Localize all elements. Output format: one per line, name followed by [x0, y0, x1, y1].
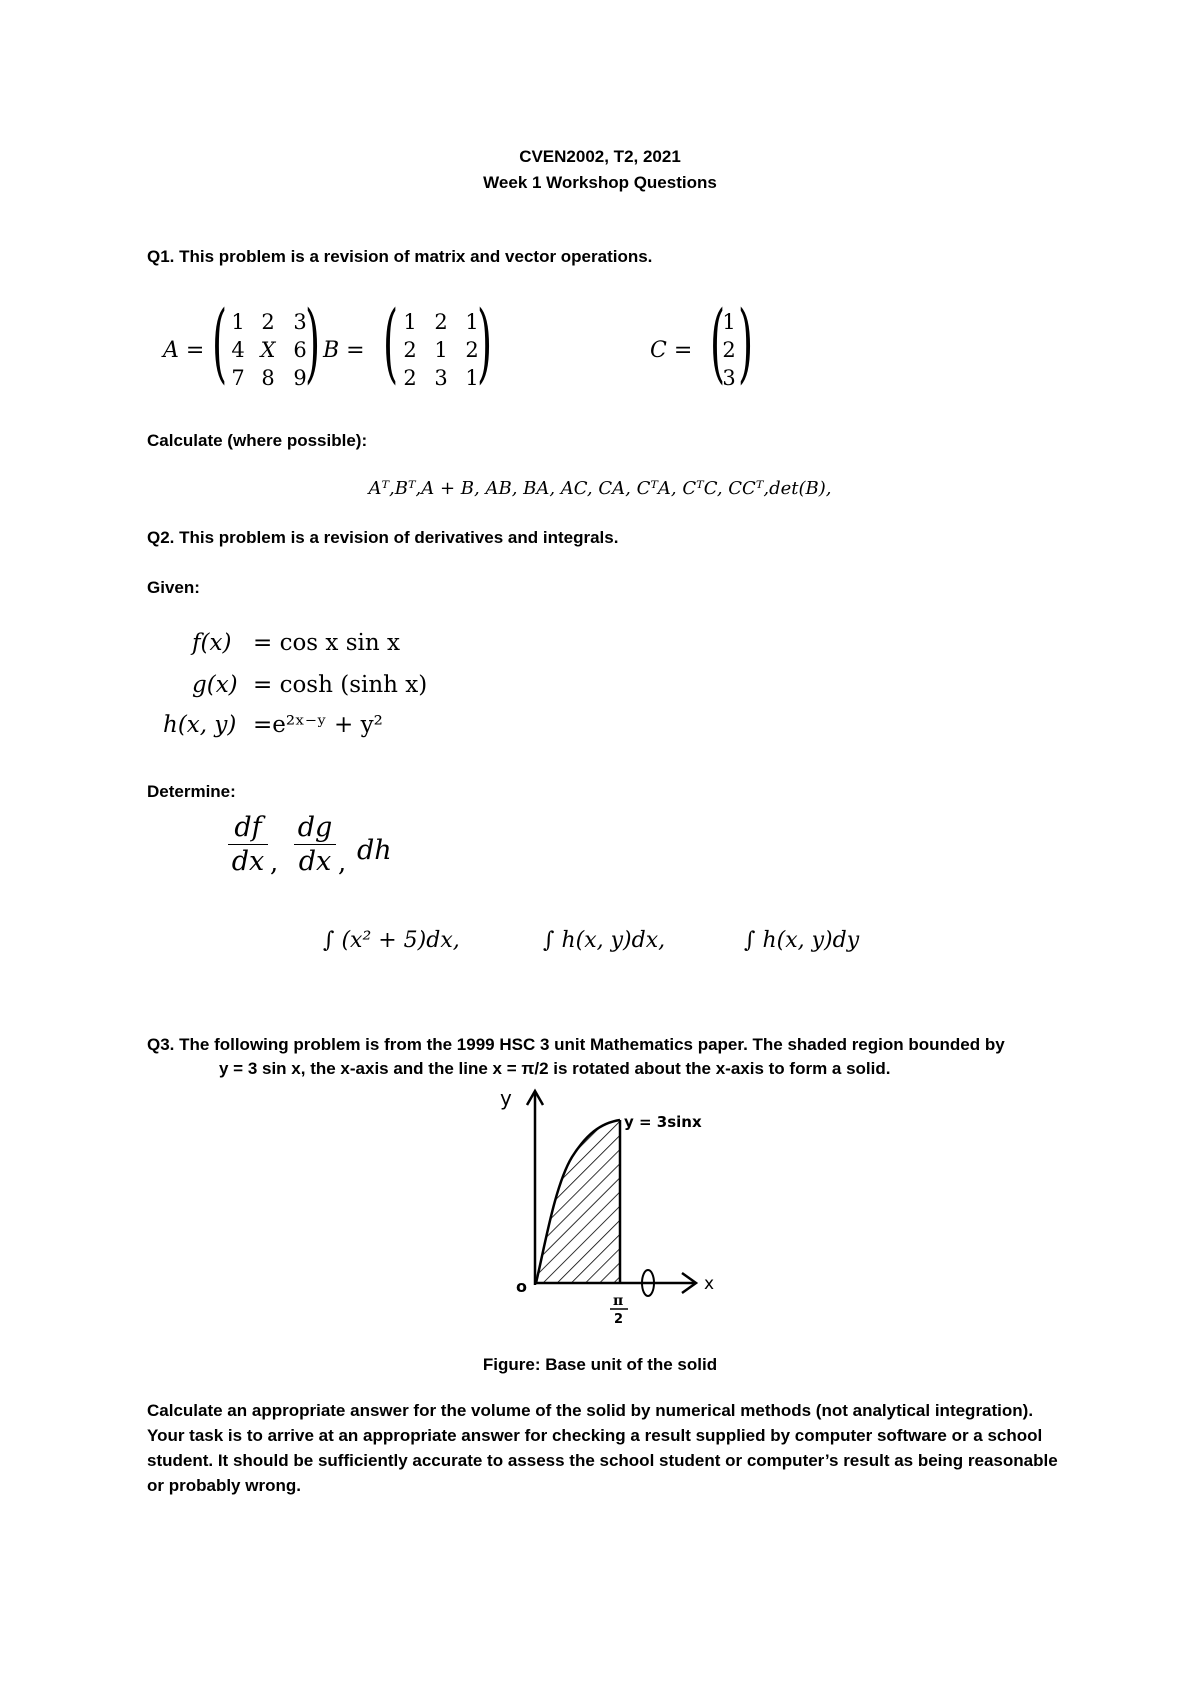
matrix-b-right-paren: ) — [477, 293, 493, 393]
q2-prompt: Q2. This problem is a revision of derivatives and integrals. — [147, 528, 619, 547]
integral-3: ∫ h(x, y)dy — [744, 928, 860, 953]
matrix-b-cell: 1 — [465, 366, 479, 390]
derivative-dg-dx — [294, 812, 336, 877]
matrix-c-cell: 1 — [722, 310, 736, 334]
q3-task: Calculate an appropriate answer for the volume of the solid by numerical methods (not analytical integration). Your task is to arrive at an appropriate answer for checking a result supplied by computer software or a school student. It should be sufficiently accurate to assess the school student or computer’s result as being reasonable or probably wrong. — [147, 1401, 1058, 1495]
matrix-c-right-paren: ) — [738, 293, 754, 393]
fraction-bar — [294, 844, 336, 845]
comma: , — [338, 848, 347, 878]
figure-caption: Figure: Base unit of the solid — [482, 1355, 718, 1374]
matrix-a-left-paren: ( — [212, 293, 228, 393]
derivative-dg-num: dg — [297, 812, 333, 843]
q3-prompt-line1: Q3. The following problem is from the 1999 HSC 3 unit Mathematics paper. The shaded region bounded by — [147, 1035, 1005, 1054]
integral-1: ∫ (x² + 5)dx, — [323, 928, 460, 953]
matrix-b-cell: 2 — [434, 310, 448, 334]
matrix-c-cell: 3 — [722, 366, 736, 390]
q2-determine-label: Determine: — [147, 782, 236, 801]
shaded-region — [530, 1115, 630, 1285]
function-g-rhs: = cosh (sinh x) — [253, 672, 428, 698]
matrix-a-cell: 7 — [231, 366, 245, 390]
matrix-a-cell: 6 — [293, 338, 307, 362]
derivative-df-dx — [228, 812, 268, 877]
function-h-lhs: h(x, y) — [163, 712, 237, 738]
matrix-a-cell: 8 — [261, 366, 275, 390]
two-label: 2 — [614, 1312, 624, 1325]
function-h-rhs: =e²ˣ⁻ʸ + y² — [253, 712, 383, 738]
derivative-dg-den: dx — [298, 846, 332, 877]
matrix-a-cell: 1 — [231, 310, 245, 334]
function-f-lhs: f(x) — [192, 630, 232, 656]
comma: , — [270, 848, 279, 878]
integral-2: ∫ h(x, y)dx, — [543, 928, 666, 953]
matrix-a-cell: 2 — [261, 310, 275, 334]
derivative-df-num: df — [234, 812, 262, 843]
matrix-a-cell: 9 — [293, 366, 307, 390]
doc-title: CVEN2002, T2, 2021 — [519, 147, 681, 166]
matrix-c-cell: 2 — [722, 338, 736, 362]
function-f-rhs: = cos x sin x — [253, 630, 400, 656]
matrix-b-cell: 2 — [403, 338, 417, 362]
derivative-df-den: dx — [231, 846, 265, 877]
matrix-b-cell: 1 — [465, 310, 479, 334]
matrix-a-cell: X — [260, 338, 276, 362]
q1-prompt: Q1. This problem is a revision of matrix and vector operations. — [147, 247, 653, 266]
origin-label: o — [516, 1277, 527, 1296]
matrix-a-cell: 4 — [231, 338, 245, 362]
matrix-b-left-paren: ( — [383, 293, 399, 393]
curve-label: y = 3sinx — [624, 1113, 702, 1131]
doc-subtitle: Week 1 Workshop Questions — [483, 173, 717, 192]
fraction-bar — [228, 844, 268, 845]
matrix-b-label: B = — [323, 338, 365, 363]
q2-given-label: Given: — [147, 578, 200, 597]
sine-region-figure — [500, 1085, 750, 1325]
matrix-c-label: C = — [650, 338, 693, 363]
function-g-lhs: g(x) — [192, 672, 238, 698]
q1-calc-label: Calculate (where possible): — [147, 431, 368, 450]
matrix-b-cell: 1 — [403, 310, 417, 334]
y-axis-label: y — [500, 1086, 512, 1110]
pi-label: π — [613, 1293, 624, 1309]
matrix-b-cell: 3 — [434, 366, 448, 390]
matrix-b-cell: 2 — [465, 338, 479, 362]
matrix-b-cell: 1 — [434, 338, 448, 362]
q3-prompt-line2: y = 3 sin x, the x-axis and the line x = π/2 is rotated about the x-axis to form a solid. — [219, 1059, 891, 1078]
matrix-c-left-paren: ( — [710, 293, 726, 393]
differential-dh: dh — [357, 835, 392, 866]
matrix-b-cell: 2 — [403, 366, 417, 390]
matrix-a-right-paren: ) — [305, 293, 321, 393]
x-axis-label: x — [704, 1274, 715, 1294]
matrix-a-label: A = — [163, 338, 205, 363]
matrix-a-cell: 3 — [293, 310, 307, 334]
q1-calc-list: Aᵀ,Bᵀ,A + B, AB, BA, AC, CA, CᵀA, CᵀC, CCᵀ,det(B), — [368, 478, 832, 499]
